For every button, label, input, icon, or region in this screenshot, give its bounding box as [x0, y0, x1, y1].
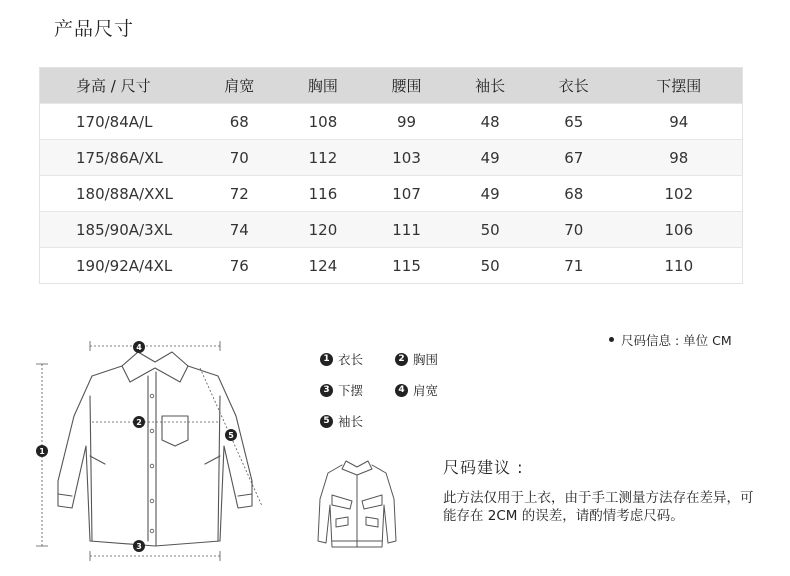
- page-title: 产品尺寸: [54, 18, 135, 40]
- table-cell: 102: [616, 176, 743, 212]
- table-cell: 67: [532, 140, 616, 176]
- table-cell: 124: [281, 248, 365, 284]
- legend-label: 衣长: [338, 352, 364, 367]
- size-table: [39, 67, 743, 284]
- advice-title: 尺码建议 :: [443, 458, 524, 477]
- table-row: [40, 176, 743, 212]
- table-cell: 72: [198, 176, 282, 212]
- legend-item: [395, 350, 438, 368]
- table-cell: 76: [198, 248, 282, 284]
- svg-text:4: 4: [136, 343, 142, 352]
- svg-text:5: 5: [228, 431, 234, 440]
- table-cell: 112: [281, 140, 365, 176]
- table-cell: 175/86A/XL: [40, 140, 198, 176]
- table-cell: 108: [281, 104, 365, 140]
- column-header: 袖长: [448, 68, 532, 104]
- table-cell: 48: [448, 104, 532, 140]
- table-row: [40, 140, 743, 176]
- table-cell: 111: [365, 212, 449, 248]
- table-header-row: [40, 68, 743, 104]
- legend-label: 下摆: [338, 383, 364, 398]
- table-cell: 185/90A/3XL: [40, 212, 198, 248]
- table-cell: 180/88A/XXL: [40, 176, 198, 212]
- table-cell: 70: [198, 140, 282, 176]
- number-badge: 4: [395, 384, 408, 397]
- legend-item: [320, 381, 363, 399]
- table-cell: 68: [198, 104, 282, 140]
- advice-body: 此方法仅用于上衣，由于手工测量方法存在差异，可能存在 2CM 的误差，请酌情考虑尺码。: [443, 490, 754, 524]
- table-cell: 65: [532, 104, 616, 140]
- table-cell: 50: [448, 248, 532, 284]
- table-cell: 49: [448, 176, 532, 212]
- legend-item: [395, 381, 438, 399]
- table-cell: 99: [365, 104, 449, 140]
- table-row: [40, 104, 743, 140]
- table-cell: 115: [365, 248, 449, 284]
- table-cell: 120: [281, 212, 365, 248]
- measurement-legend: [320, 350, 520, 435]
- table-cell: 71: [532, 248, 616, 284]
- table-cell: 49: [448, 140, 532, 176]
- table-row: [40, 212, 743, 248]
- column-header: 下摆围: [616, 68, 743, 104]
- svg-text:2: 2: [136, 418, 142, 427]
- svg-text:3: 3: [136, 542, 142, 551]
- number-badge: 3: [320, 384, 333, 397]
- legend-label: 袖长: [338, 414, 364, 429]
- number-badge: 1: [320, 353, 333, 366]
- number-badge: 2: [395, 353, 408, 366]
- table-cell: 116: [281, 176, 365, 212]
- jacket-icon: [312, 455, 402, 555]
- legend-label: 肩宽: [413, 383, 439, 398]
- column-header: 腰围: [365, 68, 449, 104]
- table-cell: 190/92A/4XL: [40, 248, 198, 284]
- table-cell: 68: [532, 176, 616, 212]
- svg-text:1: 1: [39, 447, 45, 456]
- table-cell: 50: [448, 212, 532, 248]
- column-header: 肩宽: [198, 68, 282, 104]
- bullet-dot: [609, 337, 614, 342]
- table-cell: 94: [616, 104, 743, 140]
- legend-item: [320, 350, 363, 368]
- legend-label: 胸围: [413, 352, 439, 367]
- table-cell: 70: [532, 212, 616, 248]
- table-cell: 103: [365, 140, 449, 176]
- column-header: 衣长: [532, 68, 616, 104]
- table-row: [40, 248, 743, 284]
- table-cell: 98: [616, 140, 743, 176]
- column-header: 身高 / 尺寸: [40, 68, 198, 104]
- table-cell: 106: [616, 212, 743, 248]
- table-cell: 107: [365, 176, 449, 212]
- table-cell: 110: [616, 248, 743, 284]
- table-cell: 170/84A/L: [40, 104, 198, 140]
- legend-item: [320, 412, 363, 430]
- column-header: 胸围: [281, 68, 365, 104]
- unit-note-text: 尺码信息 : 单位 CM: [621, 333, 732, 348]
- unit-note: [609, 331, 732, 349]
- shirt-measurement-icon: [30, 336, 280, 561]
- number-badge: 5: [320, 415, 333, 428]
- table-cell: 74: [198, 212, 282, 248]
